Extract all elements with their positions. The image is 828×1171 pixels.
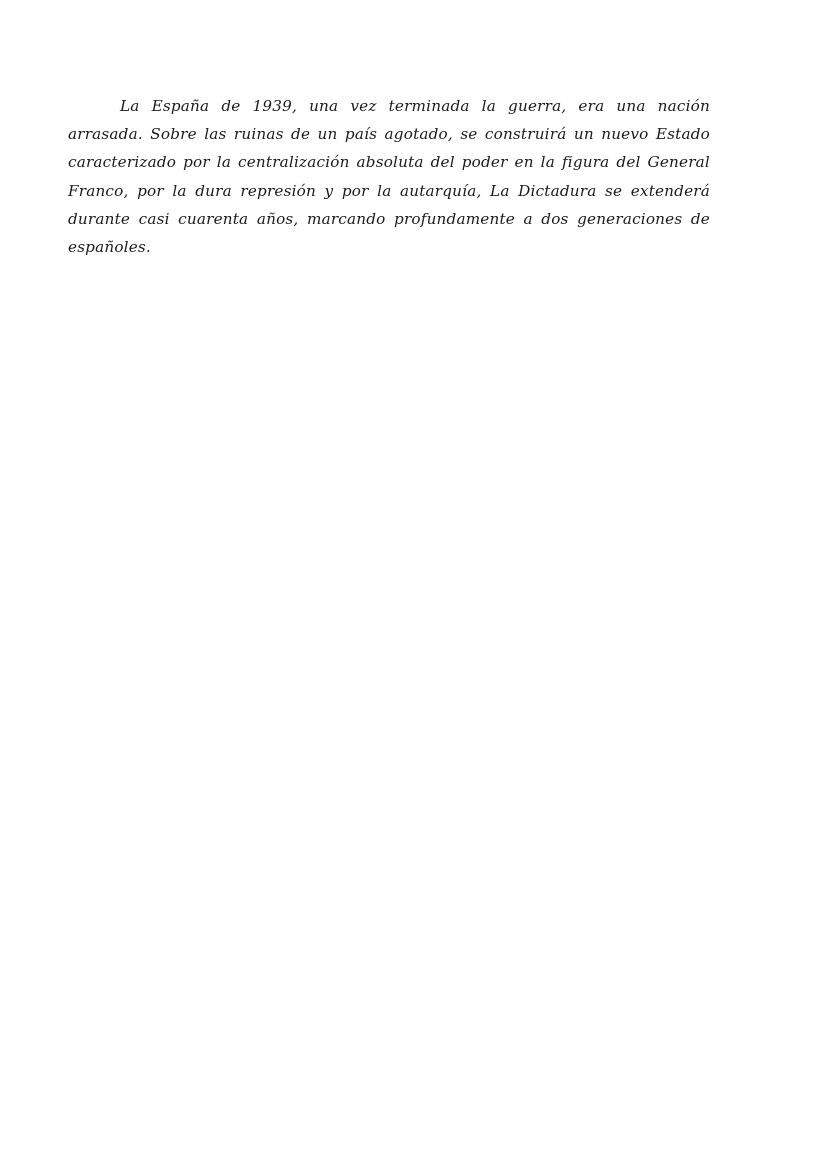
document-body bbox=[68, 92, 710, 261]
body-paragraph: La España de 1939, una vez terminada la guerra, era una nación arrasada. Sobre las ruinas de un país agotado, se construirá un nuevo Estado caracterizado por la centralización absoluta del poder en la figura del General Franco, por la dura represión y por la autarquía, La Dictadura se extenderá durante casi cuarenta años, marcando profundamente a dos generaciones de españoles. bbox=[68, 97, 710, 257]
